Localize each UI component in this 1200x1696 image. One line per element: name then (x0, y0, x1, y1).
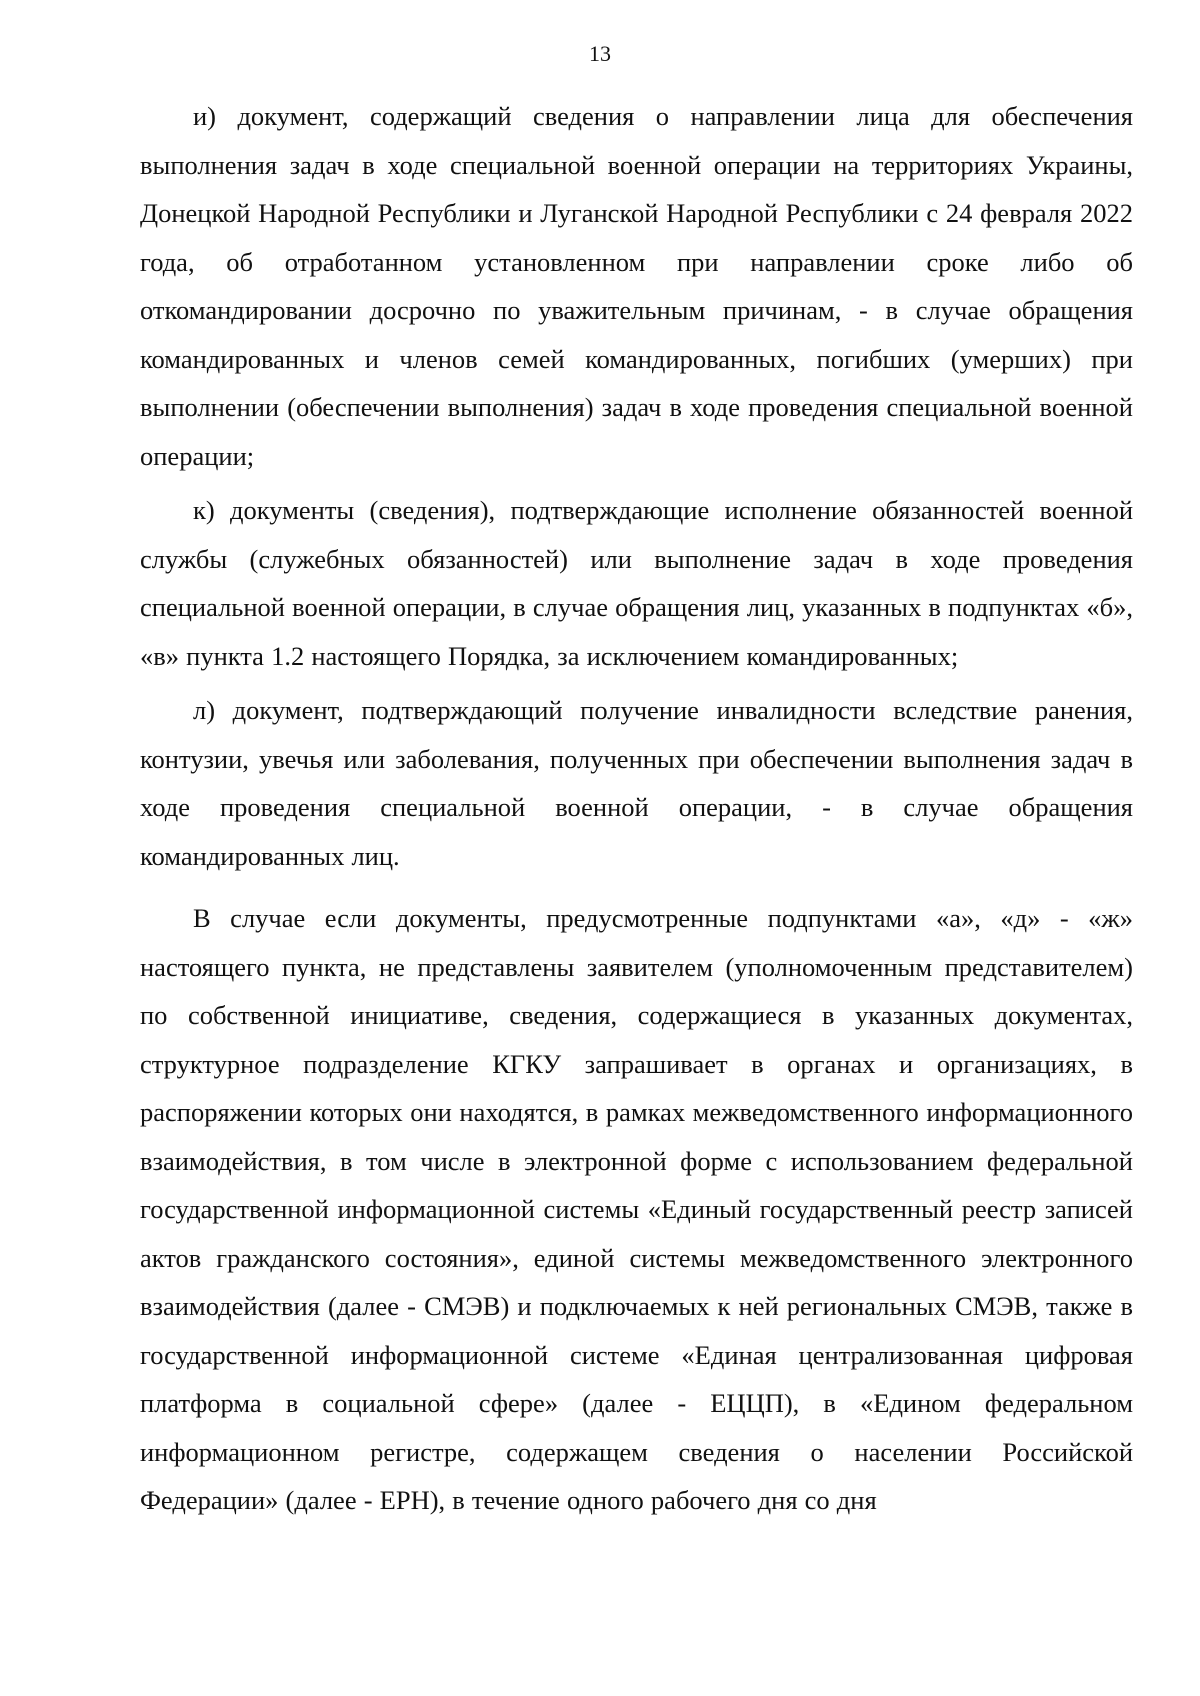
paragraph-item-k: к) документы (сведения), подтверждающие исполнение обязанностей военной службы (служебных обязанностей) или выполнение задач в ходе проведения специальной военной операции, в случае обращения лиц, указанных в подпунктах «б», «в» пункта 1.2 настоящего Порядка, за исключением командированных; (140, 495, 1133, 671)
paragraph-item-i: и) документ, содержащий сведения о направлении лица для обеспечения выполнения задач в ходе специальной военной операции на территориях Украины, Донецкой Народной Республики и Луганской Народной Республики с 24 февраля 2022 года, об отработанном установленном при направлении сроке либо об откомандировании досрочно по уважительным причинам, - в случае обращения командированных и членов семей командированных, погибших (умерших) при выполнении (обеспечении выполнения) задач в ходе проведения специальной военной операции; (140, 101, 1133, 471)
page-number: 13 (589, 41, 611, 66)
paragraph-missing-documents: В случае если документы, предусмотренные подпунктами «а», «д» - «ж» настоящего пункта, не представлены заявителем (уполномоченным представителем) по собственной инициативе, сведения, содержащиеся в указанных документах, структурное подразделение КГКУ запрашивает в органах и организациях, в распоряжении которых они находятся, в рамках межведомственного информационного взаимодействия, в том числе в электронной форме с использованием федеральной государственной информационной системы «Единый государственный реестр записей актов гражданского состояния», единой системы межведомственного электронного взаимодействия (далее - СМЭВ) и подключаемых к ней региональных СМЭВ, также в государственной информационной системе «Единая централизованная цифровая платформа в социальной сфере» (далее - ЕЦЦП), в «Едином федеральном информационном регистре, содержащем сведения о населении Российской Федерации» (далее - ЕРН), в течение одного рабочего дня со дня (140, 903, 1133, 1515)
paragraph-item-l: л) документ, подтверждающий получение инвалидности вследствие ранения, контузии, увечья или заболевания, полученных при обеспечении выполнения задач в ходе проведения специальной военной операции, - в случае обращения командированных лиц. (140, 695, 1133, 871)
document-body (140, 92, 1133, 1525)
